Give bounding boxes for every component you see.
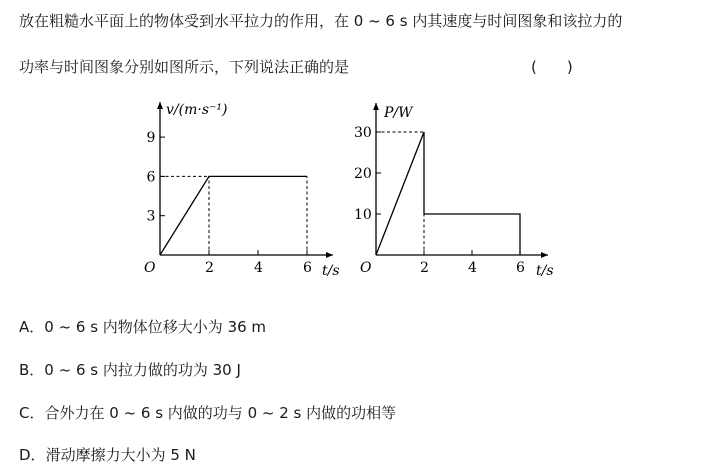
option-b-text: 0 ~ 6 s 内拉力做的功为 30 J <box>44 361 241 379</box>
P-series-line <box>376 132 520 255</box>
option-b[interactable] <box>19 359 241 380</box>
x-tick-label: 2 <box>420 260 429 276</box>
y-tick-label: 3 <box>146 208 156 225</box>
y-tick-label: 10 <box>354 207 372 223</box>
option-c-text: 合外力在 0 ~ 6 s 内做的功与 0 ~ 2 s 内做的功相等 <box>44 404 397 422</box>
option-a-label: A． <box>19 318 45 336</box>
option-c-label: C． <box>19 404 45 422</box>
origin-label: O <box>144 260 156 276</box>
option-b-label: B． <box>19 361 45 379</box>
option-c[interactable] <box>19 402 396 423</box>
y-tick-label: 20 <box>354 166 372 182</box>
y-tick-label: 6 <box>146 169 156 186</box>
option-d[interactable] <box>19 444 196 465</box>
x-tick-label: 6 <box>516 260 525 276</box>
y-tick-label: 9 <box>146 130 156 147</box>
option-a[interactable] <box>19 316 266 337</box>
x-tick-label: 2 <box>205 260 214 276</box>
velocity-time-graph <box>144 102 340 279</box>
answer-parentheses: ( ) <box>531 58 573 76</box>
option-d-text: 滑动摩擦力大小为 5 N <box>45 446 196 464</box>
v-axis-label: v/(m·s⁻¹) <box>166 102 228 118</box>
question-line-2: 功率与时间图象分别如图所示，下列说法正确的是 <box>19 58 350 76</box>
p-axis-label: P/W <box>384 105 413 121</box>
y-tick-label: 30 <box>354 125 372 141</box>
power-time-graph <box>354 103 554 279</box>
t-axis-label: t/s <box>322 263 340 279</box>
x-tick-label: 6 <box>303 260 312 276</box>
option-a-text: 0 ~ 6 s 内物体位移大小为 36 m <box>44 318 267 336</box>
x-tick-label: 4 <box>468 260 477 276</box>
t-axis-label: t/s <box>536 263 554 279</box>
origin-label: O <box>360 260 372 276</box>
v-series-line <box>160 176 307 255</box>
option-d-label: D． <box>19 446 46 464</box>
x-tick-label: 4 <box>254 260 263 276</box>
question-line-1: 放在粗糙水平面上的物体受到水平拉力的作用，在 0 ~ 6 s 内其速度与时间图象和该拉力的 <box>19 12 623 30</box>
